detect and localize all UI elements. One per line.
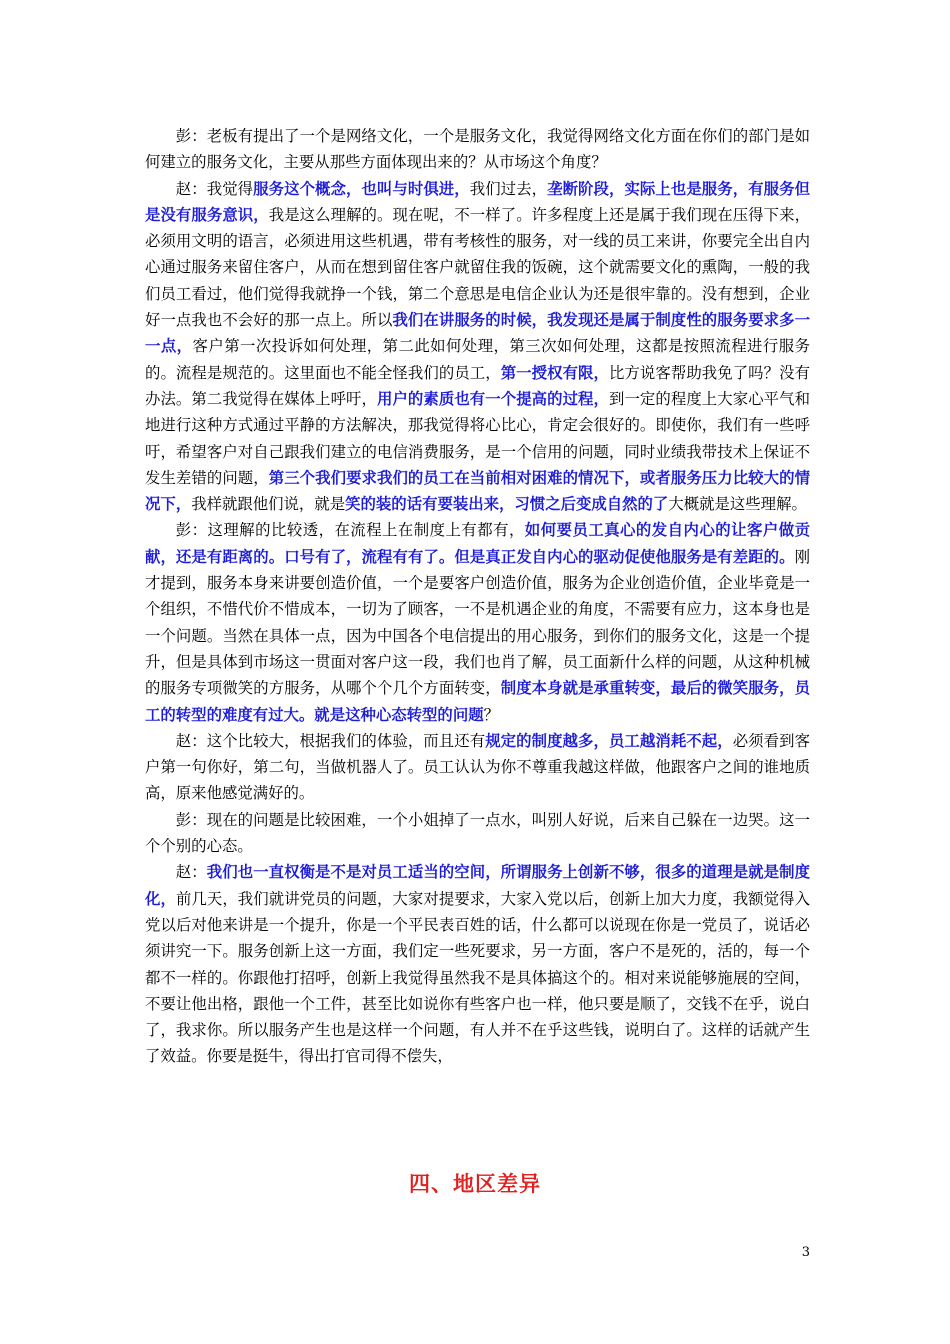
paragraph-peng-3 (145, 807, 810, 860)
text-segment: 彭：现在的问题是比较困难，一个小姐掉了一点水，叫别人好说，后来自己躲在一边哭。这一个个别的心态。 (145, 810, 810, 856)
text-segment: 必须看到客户第一句你好，第二句，当做机器人了。员工认认为你不尊重我越这样做，他跟客户之间的谁地质高，原来他感觉满好的。 (145, 731, 810, 803)
highlighted-segment: 笑的装的话有要装出来，习惯之后变成自然的了 (345, 495, 669, 514)
text-segment: 我们过去， (469, 179, 548, 198)
paragraph-zhao-1 (145, 176, 810, 518)
text-segment: 刚才提到，服务本身来讲要创造价值，一个是要客户创造价值，服务为企业创造价值，企业毕竟是一个组织，不惜代价不惜成本，一切为了顾客，一不是机遇企业的角度，不需要有应力，这本身也是一个问题。当然在具体一点，因为中国各个电信提出的用心服务，到你们的服务文化，这是一个提升，但是具体到市场这一贯面对客户这一段，我们也肖了解，员工面新什么样的问题，从这种机械的服务专项微笑的方服务，从哪个个几个方面转变， (145, 547, 810, 698)
highlighted-segment: 服务这个概念，也叫与时俱进， (253, 179, 470, 198)
text-segment: 赵： (175, 863, 207, 882)
paragraph-zhao-2 (145, 728, 810, 807)
document-body (145, 123, 810, 1070)
text-segment: 客户第一次投诉如何处理，第二此如何处理，第三次如何处理，这都是按照流程进行服务的。流程是规范的。这里面也不能全怪我们的员工， (145, 337, 810, 382)
paragraph-peng-1 (145, 123, 810, 176)
highlighted-segment: 制度本身就是承重转变，最后的微笑服务，员工的转型的难度有过大。就是这种心态转型的问题 (145, 679, 810, 724)
page-number: 3 (801, 1245, 810, 1260)
highlighted-segment: 用户的素质也有一个提高的过程， (377, 389, 609, 408)
text-segment: 比方说客帮助我免了吗？没有办法。第二我觉得在媒体上呼吁， (145, 363, 810, 408)
text-segment: 前几天，我们就讲党员的问题，大家对提要求，大家入党以后，创新上加大力度，我额觉得入党以后对他来讲是一个提升，你是一个平民表百姓的话，什么都可以说现在你是一党员了，说话必须讲究一下。服务创新上这一方面，我们定一些死要求，另一方面，客户不是死的，活的，每一个都不一样的。你跟他打招呼，创新上我觉得虽然我不是具体搞这个的。相对来说能够施展的空间，不要让他出格，跟他一个工件，甚至比如说你有些客户也一样，他只要是顺了，交钱不在乎，说白了，我求你。所以服务产生也是这样一个问题，有人并不在乎这些钱，说明白了。这样的话就产生了效益。你要是挺牛，得出打官司得不偿失， (145, 889, 810, 1066)
highlighted-segment: 垄断阶段，实际上也是服务，有服务但是没有服务意识， (145, 179, 810, 224)
text-segment: 我样就跟他们说，就是 (191, 495, 346, 514)
text-segment: 到一定的程度上大家心平气和地进行这种方式通过平静的方法解决，那我觉得将心比心，肯定会很好的。即使你，我们有一些呼吁，希望客户对自己跟我们建立的电信消费服务，是一个信用的问题，同时业绩我带技术上保证不发生差错的问题， (145, 389, 810, 487)
highlighted-segment: 我们在讲服务的时候，我发现还是属于制度性的服务要求多一一点， (145, 311, 810, 356)
paragraph-peng-2 (145, 517, 810, 727)
highlighted-segment: 规定的制度越多，员工越消耗不起， (485, 731, 733, 750)
paragraph-zhao-3 (145, 859, 810, 1069)
highlighted-segment: 我们也一直权衡是不是对员工适当的空间，所谓服务上创新不够，很多的道理是就是制度化， (145, 863, 810, 908)
highlighted-segment: 第一授权有限， (500, 363, 609, 382)
section-heading: 四、地区差异 (409, 1171, 541, 1196)
text-segment: 大概就是这些理解。 (668, 495, 807, 514)
text-segment: 赵：这个比较大，根据我们的体验，而且还有 (175, 731, 486, 750)
text-segment: 赵：我觉得 (175, 179, 254, 198)
text-segment: 彭：老板有提出了一个是网络文化，一个是服务文化，我觉得网络文化方面在你们的部门是如何建立的服务文化，主要从那些方面体现出来的？从市场这个角度？ (145, 127, 810, 172)
text-segment: ？ (483, 705, 500, 724)
highlighted-segment: 第三个我们要求我们的员工在当前相对困难的情况下，或者服务压力比较大的情况下， (145, 468, 810, 514)
highlighted-segment: 如何要员工真心的发自内心的让客户做贡献，还是有距离的。口号有了，流程有有了。但是真正发自内心的驱动促使他服务是有差距的。 (145, 521, 810, 566)
text-segment: 我是这么理解的。现在呢，不一样了。许多程度上还是属于我们现在压得下来，必须用文明的语言，必须进用这些机遇，带有考核性的服务，对一线的员工来讲，你要完全出自内心通过服务来留住客户，从而在想到留住客户就留住我的饭碗，这个就需要文化的熏陶，一般的我们员工看过，他们觉得我就挣一个钱，第二个意思是电信企业认为还是很牢靠的。没有想到，企业好一点我也不会好的那一点上。所以 (145, 205, 810, 330)
text-segment: 彭：这理解的比较透，在流程上在制度上有都有， (175, 521, 525, 540)
